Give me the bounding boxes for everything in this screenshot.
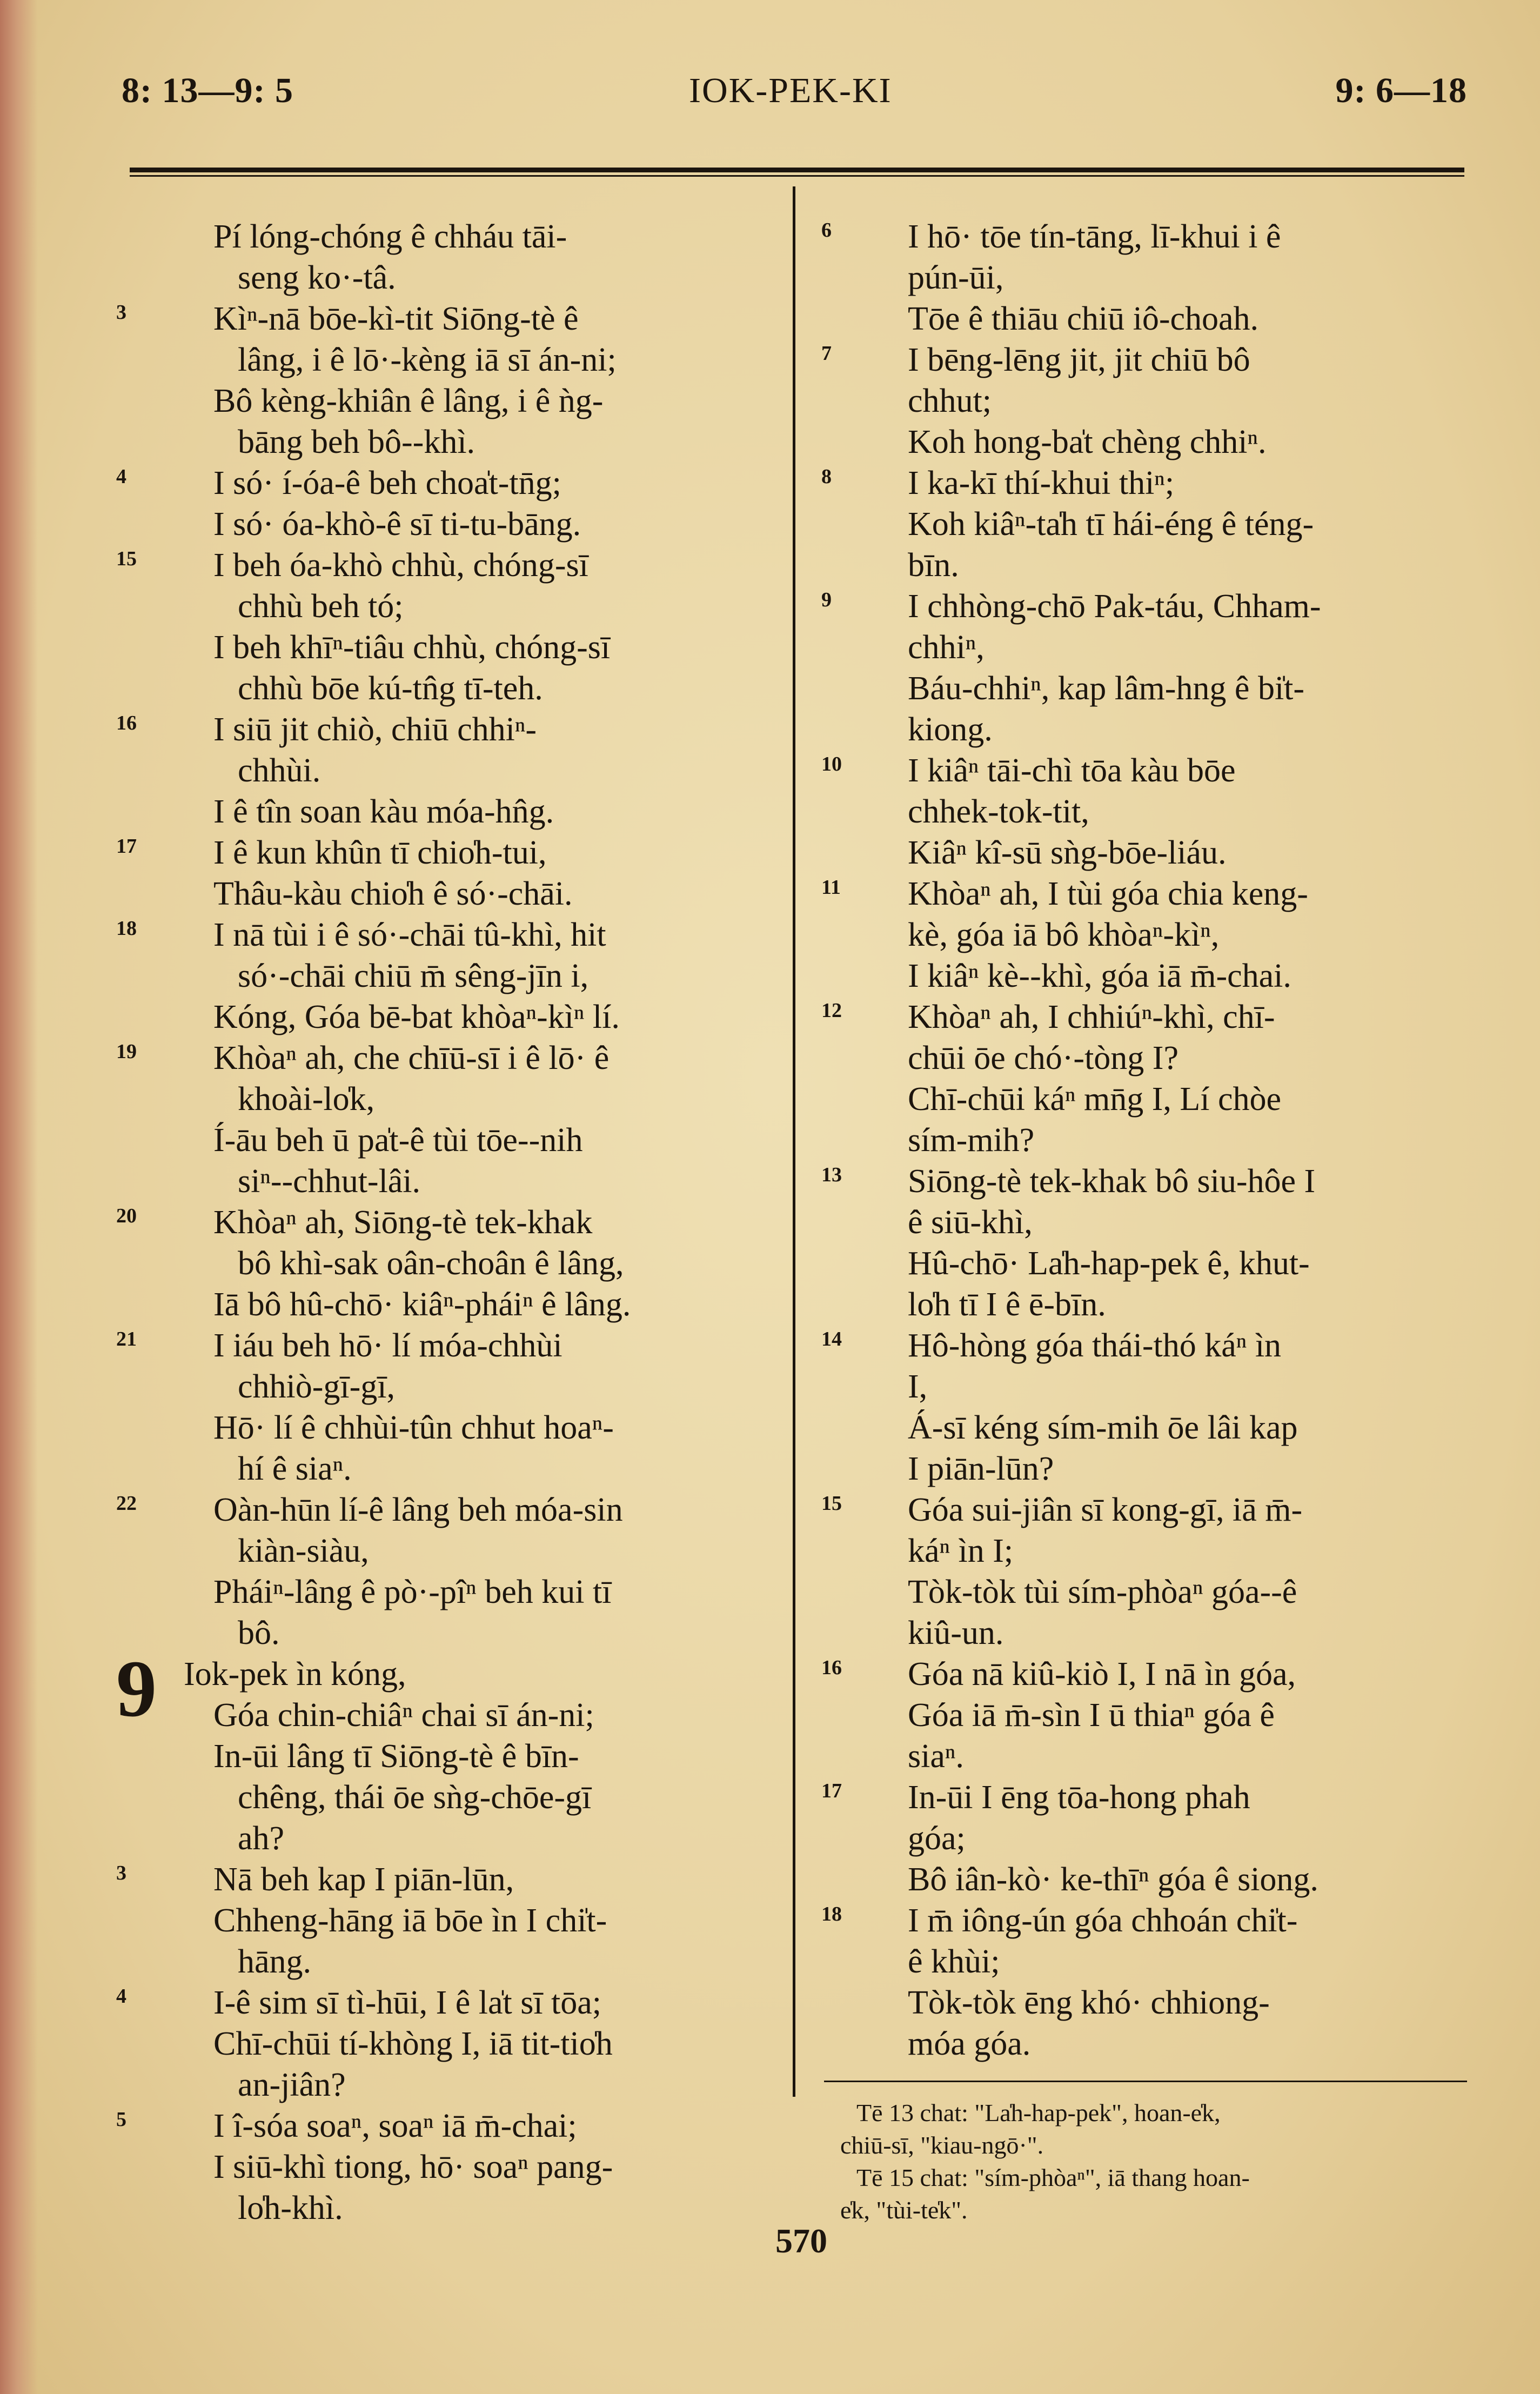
- verse-line: Chheng-hāng iā bōe ìn I chi̍t-: [213, 1902, 607, 1939]
- verse-number: 8: [821, 465, 832, 488]
- verse: [116, 832, 778, 914]
- verse-line: lo̍h tī I ê ē-bīn.: [908, 1286, 1106, 1323]
- verse-line: bô khì-sak oân-choân ê lâng,: [238, 1245, 624, 1282]
- header-left-reference: 8: 13—9: 5: [122, 71, 293, 110]
- verse-line: Hō· lí ê chhùi-tûn chhut hoaⁿ-: [213, 1409, 614, 1446]
- verse-line: sím-mih?: [908, 1122, 1035, 1159]
- verse-line: chhùi.: [238, 752, 321, 789]
- verse: [116, 1859, 778, 1982]
- verse-line: hāng.: [238, 1943, 312, 1980]
- verse-line: Pí lóng-chóng ê chháu tāi-: [213, 218, 567, 255]
- verse-line: I-ê sim sī tì-hūi, I ê la̍t sī tōa;: [213, 1984, 602, 2021]
- verse-line: kiû-un.: [908, 1615, 1004, 1651]
- verse-line: lo̍h-khì.: [238, 2190, 343, 2226]
- verse-line: Iā bô hû-chō· kiâⁿ-pháiⁿ ê lâng.: [213, 1286, 631, 1323]
- verse-number: 11: [821, 876, 841, 899]
- verse-line: Chī-chūi káⁿ mn̄g I, Lí chòe: [908, 1081, 1282, 1118]
- verse-line: Thâu-kàu chio̍h ê só·-chāi.: [213, 875, 573, 912]
- verse: [821, 1161, 1470, 1325]
- verse: [116, 1325, 778, 1489]
- verse-line: Kìⁿ-nā bōe-kì-tit Siōng-tè ê: [213, 300, 579, 337]
- verse-line: Siōng-tè tek-khak bô siu-hôe I: [908, 1163, 1316, 1200]
- verse-line: Khòaⁿ ah, I tùi góa chia keng-: [908, 875, 1308, 912]
- verse-line: Oàn-hūn lí-ê lâng beh móa-sin: [213, 1492, 623, 1528]
- verse-number: 17: [821, 1780, 842, 1802]
- verse-line: chūi ōe chó·-tòng I?: [908, 1040, 1179, 1076]
- verse-line: bīn.: [908, 547, 959, 584]
- verse-number: 10: [821, 753, 842, 775]
- verse-line: Tòk-tòk tùi sím-phòaⁿ góa--ê: [908, 1574, 1297, 1610]
- verse-number: 22: [116, 1492, 137, 1515]
- verse-line: I bēng-lēng jit, jit chiū bô: [908, 342, 1250, 378]
- verse-line: Í-āu beh ū pa̍t-ê tùi tōe--nih: [213, 1122, 583, 1159]
- footnote-rule: [824, 2081, 1467, 2082]
- verse: [821, 1654, 1470, 1777]
- verse-number: 4: [116, 1985, 126, 2008]
- verse-line: Hô-hòng góa thái-thó káⁿ ìn: [908, 1327, 1282, 1364]
- verse-line: I nā tùi i ê só·-chāi tû-khì, hit: [213, 917, 606, 953]
- verse-line: I piān-lūn?: [908, 1450, 1054, 1487]
- verse-line: Á-sī kéng sím-mih ōe lâi kap: [908, 1409, 1298, 1446]
- verse-line: I só· í-óa-ê beh choa̍t-tn̄g;: [213, 465, 561, 501]
- verse-line: bāng beh bô--khì.: [238, 424, 476, 460]
- verse-number: 5: [116, 2108, 126, 2131]
- verse-line: ah?: [238, 1820, 285, 1857]
- verse: [821, 339, 1470, 463]
- page-binding-edge: [0, 0, 38, 2394]
- chapter-number: 9: [116, 1644, 157, 1734]
- verse-number: 3: [116, 301, 126, 324]
- verse: [821, 586, 1470, 750]
- verse-line: Kóng, Góa bē-bat khòaⁿ-kìⁿ lí.: [213, 999, 620, 1035]
- verse-line: ê khùi;: [908, 1943, 1000, 1980]
- verse: [116, 463, 778, 545]
- verse-line: I î-sóa soaⁿ, soaⁿ iā m̄-chai;: [213, 2108, 577, 2144]
- verse-line: In-ūi I ēng tōa-hong phah: [908, 1779, 1250, 1816]
- verse-number: 9: [821, 589, 832, 611]
- verse-line: pún-ūi,: [908, 259, 1004, 296]
- verse-line: siaⁿ.: [908, 1738, 964, 1775]
- verse-line: chêng, thái ōe sǹg-chōe-gī: [238, 1779, 592, 1816]
- verse-line: bô.: [238, 1615, 280, 1651]
- verse-number: 20: [116, 1205, 137, 1227]
- verse-line: móa góa.: [908, 2025, 1031, 2062]
- footnote-line: e̍k, "tùi-te̍k".: [840, 2196, 968, 2224]
- verse-line: kiàn-siàu,: [238, 1533, 369, 1569]
- verse-line: Báu-chhiⁿ, kap lâm-hng ê bi̍t-: [908, 670, 1305, 707]
- verse: [821, 1900, 1470, 2064]
- verse-line: khoài-lo̍k,: [238, 1081, 375, 1118]
- verse: [116, 545, 778, 709]
- verse-line: káⁿ ìn I;: [908, 1533, 1014, 1569]
- verse: [116, 216, 778, 298]
- verse: [821, 216, 1470, 339]
- verse-number: 16: [821, 1656, 842, 1679]
- verse: [821, 997, 1470, 1161]
- verse-line: In-ūi lâng tī Siōng-tè ê bīn-: [213, 1738, 579, 1775]
- verse-number: 15: [821, 1492, 842, 1515]
- verse-number: 15: [116, 547, 137, 570]
- verse-number: 4: [116, 465, 126, 488]
- footnote-line: chiū-sī, "kiau-ngō·".: [840, 2131, 1044, 2159]
- verse-line: Góa iā m̄-sìn I ū thiaⁿ góa ê: [908, 1697, 1275, 1734]
- verse-line: kiong.: [908, 711, 993, 748]
- verse-number: 21: [116, 1328, 137, 1350]
- verse-number: 19: [116, 1040, 137, 1063]
- verse-line: siⁿ--chhut-lâi.: [238, 1163, 421, 1200]
- verse: [821, 750, 1470, 873]
- footnotes: [840, 2097, 1472, 2226]
- verse-line: I beh khīⁿ-tiâu chhù, chóng-sī: [213, 629, 611, 666]
- verse-line: I ê tîn soan kàu móa-hn̂g.: [213, 793, 554, 830]
- verse: [116, 1038, 778, 1202]
- verse-line: Koh hong-ba̍t chèng chhiⁿ.: [908, 424, 1267, 460]
- verse: [116, 1202, 778, 1325]
- verse-number: 18: [821, 1903, 842, 1925]
- verse-number: 13: [821, 1163, 842, 1186]
- verse-line: Hû-chō· La̍h-hap-pek ê, khut-: [908, 1245, 1310, 1282]
- running-header: [0, 70, 1540, 130]
- verse-number: 18: [116, 917, 137, 940]
- verse-line: Kiâⁿ kî-sū sǹg-bōe-liáu.: [908, 834, 1227, 871]
- verse-line: Góa sui-jiân sī kong-gī, iā m̄-: [908, 1492, 1303, 1528]
- verse: [821, 873, 1470, 997]
- verse-line: I iáu beh hō· lí móa-chhùi: [213, 1327, 563, 1364]
- verse-line: I,: [908, 1368, 928, 1405]
- verse-line: chhut;: [908, 383, 992, 419]
- verse-line: I só· óa-khò-ê sī ti-tu-bāng.: [213, 506, 581, 543]
- verse: [821, 1489, 1470, 1654]
- verse-line: I kiâⁿ kè--khì, góa iā m̄-chai.: [908, 958, 1291, 994]
- verse-number: 14: [821, 1328, 842, 1350]
- verse-line: góa;: [908, 1820, 966, 1857]
- verse-line: chhiⁿ,: [908, 629, 985, 666]
- verse: [116, 2105, 778, 2229]
- header-book-title: IOK-PEK-KI: [689, 71, 892, 110]
- verse-line: Bô kèng-khiân ê lâng, i ê ǹg-: [213, 383, 604, 419]
- verse-line: Góa chin-chiâⁿ chai sī án-ni;: [213, 1697, 594, 1734]
- verse-line: Khòaⁿ ah, I chhiúⁿ-khì, chī-: [908, 999, 1275, 1035]
- verse-line: Koh kiâⁿ-ta̍h tī hái-éng ê téng-: [908, 506, 1314, 543]
- verse: [821, 1325, 1470, 1489]
- verse-line: hí ê siaⁿ.: [238, 1450, 352, 1487]
- verse-number: 16: [116, 712, 137, 734]
- verse-line: lâng, i ê lō·-kèng iā sī án-ni;: [238, 342, 617, 378]
- verse: [116, 914, 778, 1038]
- verse-line: Góa nā kiû-kiò I, I nā ìn góa,: [908, 1656, 1296, 1693]
- column-divider: [793, 186, 795, 2097]
- verse-line: I ê kun khûn tī chio̍h-tui,: [213, 834, 547, 871]
- verse-line: I m̄ iông-ún góa chhoán chi̍t-: [908, 1902, 1298, 1939]
- verse: [116, 1982, 778, 2105]
- verse-line: I siū-khì tiong, hō· soaⁿ pang-: [213, 2149, 613, 2185]
- verse-line: I hō· tōe tín-tāng, lī-khui i ê: [908, 218, 1281, 255]
- verse-line: Bô iân-kò· ke-thīⁿ góa ê siong.: [908, 1861, 1318, 1898]
- verse-line: chhù beh tó;: [238, 588, 404, 625]
- verse-line: Nā beh kap I piān-lūn,: [213, 1861, 514, 1898]
- verse-line: kè, góa iā bô khòaⁿ-kìⁿ,: [908, 917, 1220, 953]
- verse: [821, 463, 1470, 586]
- verse-line: I ka-kī thí-khui thiⁿ;: [908, 465, 1175, 501]
- verse-line: chhù bōe kú-tn̂g tī-teh.: [238, 670, 543, 707]
- verse-number: 6: [821, 219, 832, 242]
- verse-line: Khòaⁿ ah, Siōng-tè tek-khak: [213, 1204, 593, 1241]
- verse-line: Chī-chūi tí-khòng I, iā tit-tio̍h: [213, 2025, 613, 2062]
- footnote-line: Tē 15 chat: "sím-phòaⁿ", iā thang hoan-: [856, 2164, 1250, 2191]
- verse: [116, 1489, 778, 1654]
- verse-line: só·-chāi chiū m̄ sêng-jīn i,: [238, 958, 589, 994]
- verse-number: 7: [821, 342, 832, 365]
- chapter-start: [116, 1644, 778, 1859]
- page-number: 570: [775, 2222, 827, 2260]
- verse: [116, 298, 778, 463]
- verse-line: Khòaⁿ ah, che chīū-sī i ê lō· ê: [213, 1040, 610, 1076]
- verse-line: an-jiân?: [238, 2067, 346, 2103]
- verse: [821, 1777, 1470, 1900]
- verse-number: 17: [116, 835, 137, 858]
- verse-line: Pháiⁿ-lâng ê pò·-pîⁿ beh kui tī: [213, 1574, 612, 1610]
- verse-line: Iok-pek ìn kóng,: [184, 1656, 406, 1693]
- left-column: [116, 216, 778, 2229]
- right-column: [821, 216, 1470, 2064]
- verse-line: I chhòng-chō Pak-táu, Chham-: [908, 588, 1321, 625]
- header-right-reference: 9: 6—18: [1335, 71, 1467, 110]
- verse-number: 3: [116, 1862, 126, 1884]
- verse-line: seng ko·-tâ.: [238, 259, 396, 296]
- verse-line: chhek-tok-tit,: [908, 793, 1089, 830]
- verse: [116, 709, 778, 832]
- verse-number: 12: [821, 999, 842, 1022]
- verse-line: chhiò-gī-gī,: [238, 1368, 395, 1405]
- verse-line: ê siū-khì,: [908, 1204, 1033, 1241]
- footnote-line: Tē 13 chat: "La̍h-hap-pek", hoan-e̍k,: [856, 2099, 1221, 2126]
- header-rule-thick: [130, 168, 1464, 172]
- verse-line: I siū jit chiò, chiū chhiⁿ-: [213, 711, 537, 748]
- verse-line: I beh óa-khò chhù, chóng-sī: [213, 547, 588, 584]
- header-rule-thin: [130, 175, 1464, 177]
- verse-line: Tōe ê thiāu chiū iô-choah.: [908, 300, 1259, 337]
- verse-line: I kiâⁿ tāi-chì tōa kàu bōe: [908, 752, 1236, 789]
- verse-line: Tòk-tòk ēng khó· chhiong-: [908, 1984, 1270, 2021]
